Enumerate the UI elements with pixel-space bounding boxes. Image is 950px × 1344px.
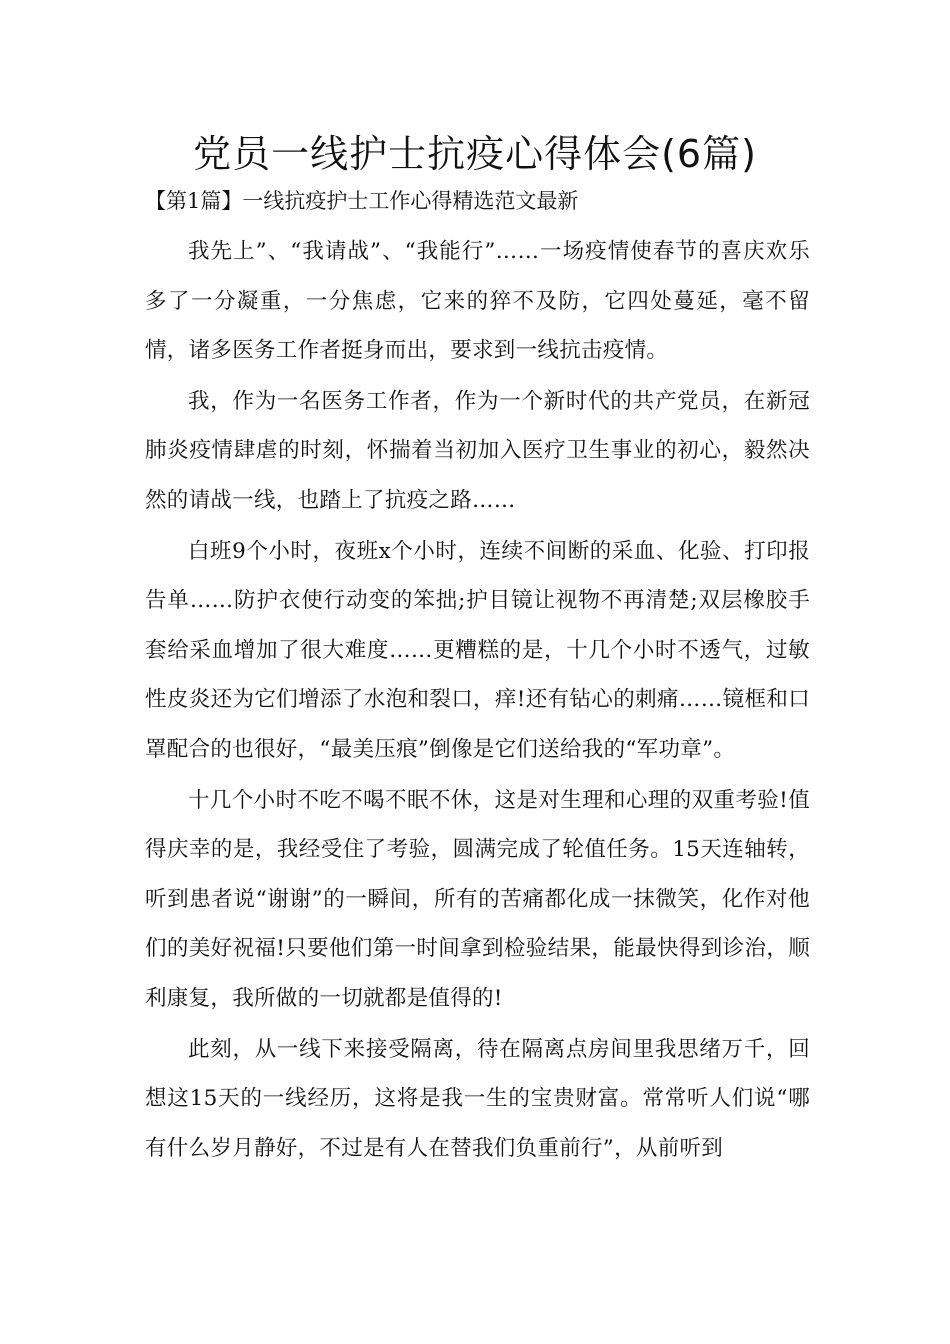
- paragraph: 我，作为一名医务工作者，作为一个新时代的共产党员，在新冠肺炎疫情肆虐的时刻，怀揣着当初加入医疗卫生事业的初心，毅然决然的请战一线，也踏上了抗疫之路……: [145, 388, 810, 513]
- document-title: 党员一线护士抗疫心得体会(6篇): [193, 132, 757, 176]
- paragraph: 十几个小时不吃不喝不眠不休，这是对生理和心理的双重考验!值得庆幸的是，我经受住了考验，圆满完成了轮值任务。15天连轴转，听到患者说“谢谢”的一瞬间，所有的苦痛都化成一抹微笑，化作对他们的美好祝福!只要他们第一时间拿到检验结果，能最快得到诊治，顺利康复，我所做的一切就都是值得的!: [145, 787, 810, 1011]
- document-body: [145, 227, 810, 1174]
- section-heading: 【第1篇】一线抗疫护士工作心得精选范文最新: [145, 189, 579, 213]
- paragraph: 此刻，从一线下来接受隔离，待在隔离点房间里我思绪万千，回想这15天的一线经历，这将是我一生的宝贵财富。常常听人们说“哪有什么岁月静好，不过是有人在替我们负重前行”，从前听到: [145, 1036, 810, 1161]
- paragraph: 我先上”、“我请战”、“我能行”……一场疫情使春节的喜庆欢乐多了一分凝重，一分焦虑，它来的猝不及防，它四处蔓延，毫不留情，诸多医务工作者挺身而出，要求到一线抗击疫情。: [145, 239, 810, 364]
- paragraph: 白班9个小时，夜班x个小时，连续不间断的采血、化验、打印报告单……防护衣使行动变的笨拙;护目镜让视物不再清楚;双层橡胶手套给采血增加了很大难度……更糟糕的是，十几个小时不透气，过敏性皮炎还为它们增添了水泡和裂口，痒!还有钻心的刺痛……镜框和口罩配合的也很好，“最美压痕”倒像是它们送给我的“军功章”。: [145, 538, 810, 762]
